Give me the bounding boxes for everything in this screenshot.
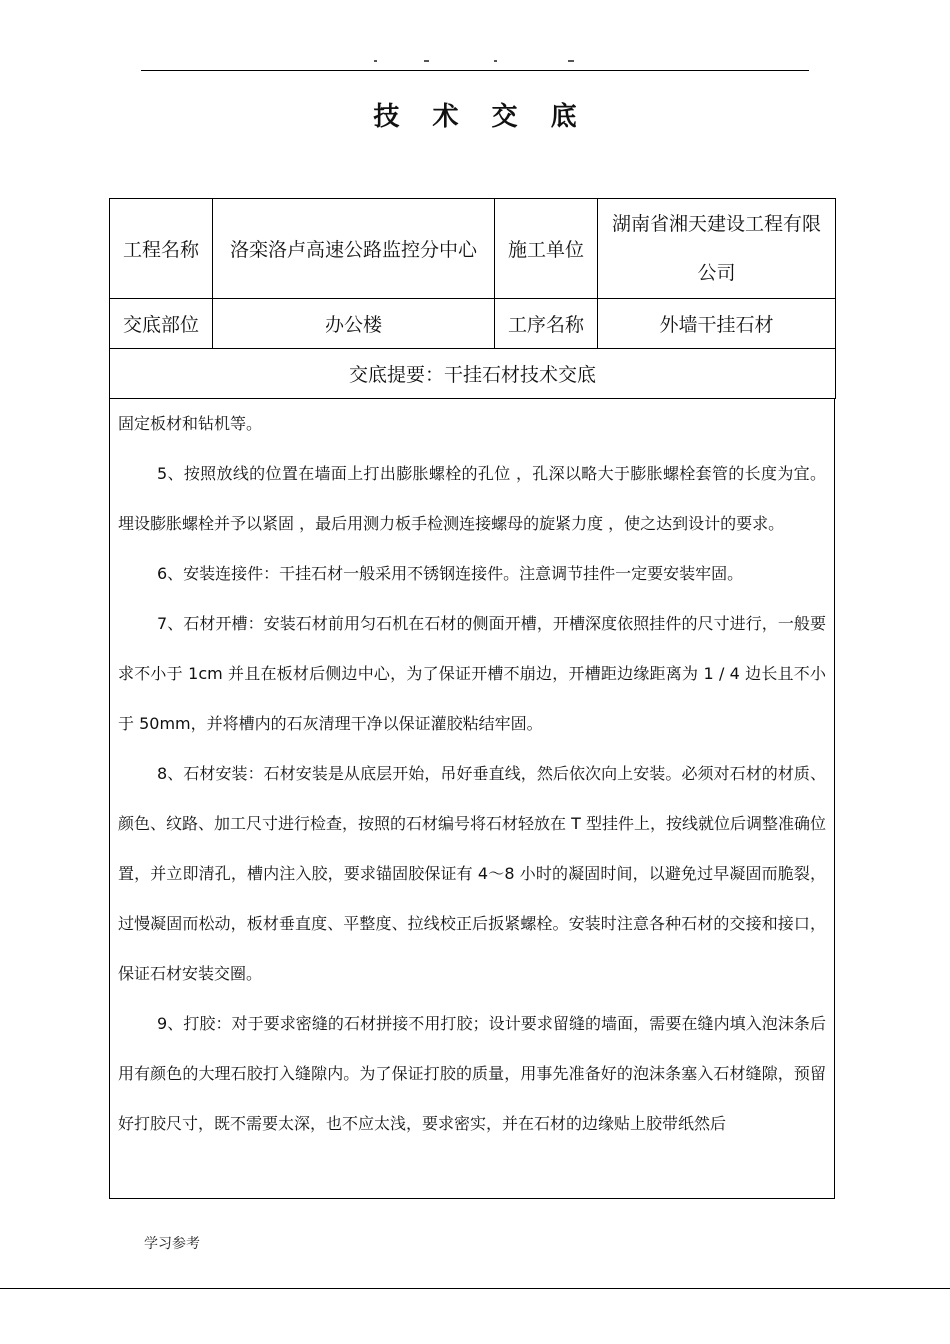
header-rule <box>141 70 809 71</box>
contractor-value <box>598 199 836 299</box>
paragraph-step-6: 6、安装连接件：干挂石材一般采用不锈钢连接件。注意调节挂件一定要安装牢固。 <box>157 564 744 583</box>
project-name-label: 工程名称 <box>110 199 213 299</box>
footer-rule <box>0 1288 950 1289</box>
paragraph-0: 固定板材和钻机等。 <box>118 414 263 433</box>
info-table <box>109 198 836 399</box>
summary-text: 交底提要：干挂石材技术交底 <box>110 349 836 399</box>
document-title: 技 术 交 底 <box>373 102 589 132</box>
info-row-project <box>110 199 836 299</box>
process-value: 外墙干挂石材 <box>598 299 836 349</box>
content-body <box>109 399 835 1199</box>
footer-note: 学习参考 <box>144 1236 200 1252</box>
paragraph-step-8: 8、石材安装：石材安装是从底层开始，吊好垂直线，然后依次向上安装。必须对石材的材质、颜色、纹路、加工尺寸进行检查，按照的石材编号将石材轻放在 T 型挂件上，按线就位后调整准确位置，并立即清孔，槽内注入胶，要求锚固胶保证有 4～8 小时的凝固时间，以避免过早凝固而脆裂，过慢凝固而松动，板材垂直度、平整度、拉线校正后扳紧螺栓。安装时注意各种石材的交接和接口，保证石材安装交圈。 <box>118 764 826 983</box>
paragraph-step-7: 7、石材开槽：安装石材前用匀石机在石材的侧面开槽，开槽深度依照挂件的尺寸进行，一般要求不小于 1cm 并且在板材后侧边中心，为了保证开槽不崩边，开槽距边缘距离为 1 / 4 边长且不小于 50mm，并将槽内的石灰清理干净以保证灌胶粘结牢固。 <box>118 614 826 733</box>
contractor-line-1: 湖南省湘天建设工程有限 <box>611 212 821 235</box>
contractor-label: 施工单位 <box>495 199 598 299</box>
contractor-line-2: 公司 <box>697 261 736 284</box>
project-name-value: 洛栾洛卢高速公路监控分中心 <box>213 199 495 299</box>
paragraph-step-9: 9、打胶：对于要求密缝的石材拼接不用打胶；设计要求留缝的墙面，需要在缝内填入泡沫条后用有颜色的大理石胶打入缝隙内。为了保证打胶的质量，用事先准备好的泡沫条塞入石材缝隙，预留好打胶尺寸，既不需要太深，也不应太浅，要求密实，并在石材的边缘贴上胶带纸然后 <box>118 1014 826 1133</box>
location-label: 交底部位 <box>110 299 213 349</box>
location-value: 办公楼 <box>213 299 495 349</box>
info-row-location <box>110 299 836 349</box>
header-marks <box>340 60 610 70</box>
info-row-summary <box>110 349 836 399</box>
paragraph-step-5: 5、按照放线的位置在墙面上打出膨胀螺栓的孔位 ，孔深以略大于膨胀螺栓套管的长度为宜。埋设膨胀螺栓并予以紧固 ，最后用测力板手检测连接螺母的旋紧力度 ，使之达到设计的要求。 <box>118 464 826 533</box>
process-label: 工序名称 <box>495 299 598 349</box>
